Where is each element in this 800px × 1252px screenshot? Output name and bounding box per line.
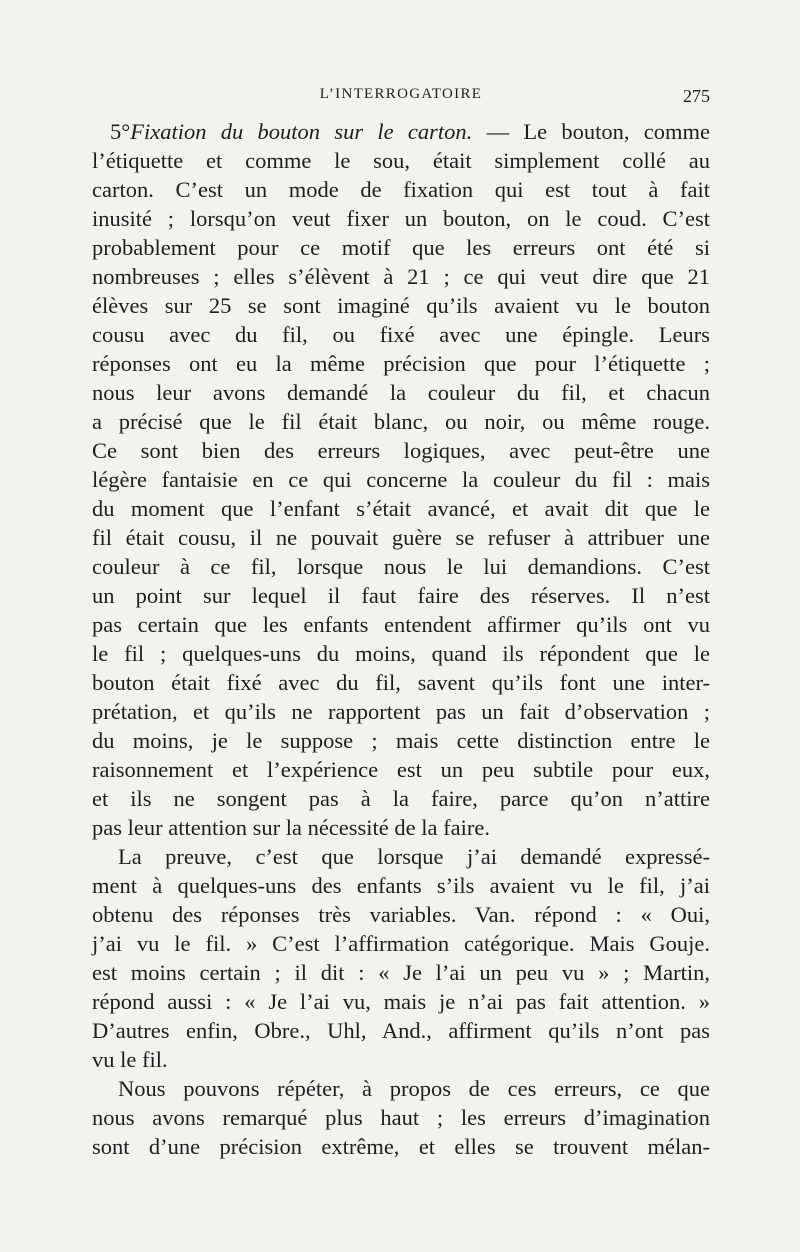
section-number: 5° xyxy=(110,119,131,144)
text-line: et ils ne songent pas à la faire, parce qu’on n’attire xyxy=(92,786,710,811)
text-line: D’autres enfin, Obre., Uhl, And., affirment qu’ils n’ont pas xyxy=(92,1018,710,1043)
text-line: couleur à ce fil, lorsque nous le lui demandions. C’est xyxy=(92,554,710,579)
text-line: nous leur avons demandé la couleur du fil, et chacun xyxy=(92,380,710,405)
text-line: réponses ont eu la même précision que pour l’étiquette ; xyxy=(92,351,710,376)
text-line: un point sur lequel il faut faire des réserves. Il n’est xyxy=(92,583,710,608)
body-text xyxy=(92,117,710,1161)
text-line: prétation, et qu’ils ne rapportent pas un fait d’observation ; xyxy=(92,699,710,724)
text-line: l’étiquette et comme le sou, était simplement collé au xyxy=(92,148,710,173)
text-line: nombreuses ; elles s’élèvent à 21 ; ce qui veut dire que 21 xyxy=(92,264,710,289)
text-line: légère fantaisie en ce qui concerne la couleur du fil : mais xyxy=(92,467,710,492)
text-line: cousu avec du fil, ou fixé avec une épingle. Leurs xyxy=(92,322,710,347)
text-line: répond aussi : « Je l’ai vu, mais je n’ai pas fait attention. » xyxy=(92,989,710,1014)
text-line: le fil ; quelques-uns du moins, quand ils répondent que le xyxy=(92,641,710,666)
text-line: probablement pour ce motif que les erreurs ont été si xyxy=(92,235,710,260)
text-line: ment à quelques-uns des enfants s’ils avaient vu le fil, j’ai xyxy=(92,873,710,898)
text-line: La preuve, c’est que lorsque j’ai demandé expressé- xyxy=(118,844,710,869)
text-line: j’ai vu le fil. » C’est l’affirmation catégorique. Mais Gouje. xyxy=(92,931,710,956)
text-line-rest: — Le bouton, comme xyxy=(472,119,710,144)
text-line: a précisé que le fil était blanc, ou noir, ou même rouge. xyxy=(92,409,710,434)
text-line: inusité ; lorsqu’on veut fixer un bouton, on le coud. C’est xyxy=(92,206,710,231)
page-header xyxy=(92,86,710,110)
page-number: 275 xyxy=(683,86,710,106)
text-line: raisonnement et l’expérience est un peu subtile pour eux, xyxy=(92,757,710,782)
text-line: est moins certain ; il dit : « Je l’ai un peu vu » ; Martin, xyxy=(92,960,710,985)
text-line: Nous pouvons répéter, à propos de ces erreurs, ce que xyxy=(118,1076,710,1101)
text-line: vu le fil. xyxy=(92,1047,168,1072)
section-title: Fixation du bouton sur le carton. xyxy=(130,119,473,144)
text-line xyxy=(92,117,710,146)
text-line: élèves sur 25 se sont imaginé qu’ils avaient vu le bouton xyxy=(92,293,710,318)
text-line: pas leur attention sur la nécessité de la faire. xyxy=(92,815,490,840)
text-line: du moment que l’enfant s’était avancé, et avait dit que le xyxy=(92,496,710,521)
text-line: bouton était fixé avec du fil, savent qu’ils font une inter- xyxy=(92,670,710,695)
text-line: pas certain que les enfants entendent affirmer qu’ils ont vu xyxy=(92,612,710,637)
text-line: nous avons remarqué plus haut ; les erreurs d’imagination xyxy=(92,1105,710,1130)
text-line: Ce sont bien des erreurs logiques, avec peut-être une xyxy=(92,438,710,463)
text-line: obtenu des réponses très variables. Van. répond : « Oui, xyxy=(92,902,710,927)
running-title: L’INTERROGATOIRE xyxy=(319,86,483,102)
text-line: fil était cousu, il ne pouvait guère se refuser à attribuer une xyxy=(92,525,710,550)
text-line: carton. C’est un mode de fixation qui est tout à fait xyxy=(92,177,710,202)
text-line: du moins, je le suppose ; mais cette distinction entre le xyxy=(92,728,710,753)
text-line: sont d’une précision extrême, et elles se trouvent mélan- xyxy=(92,1134,710,1159)
